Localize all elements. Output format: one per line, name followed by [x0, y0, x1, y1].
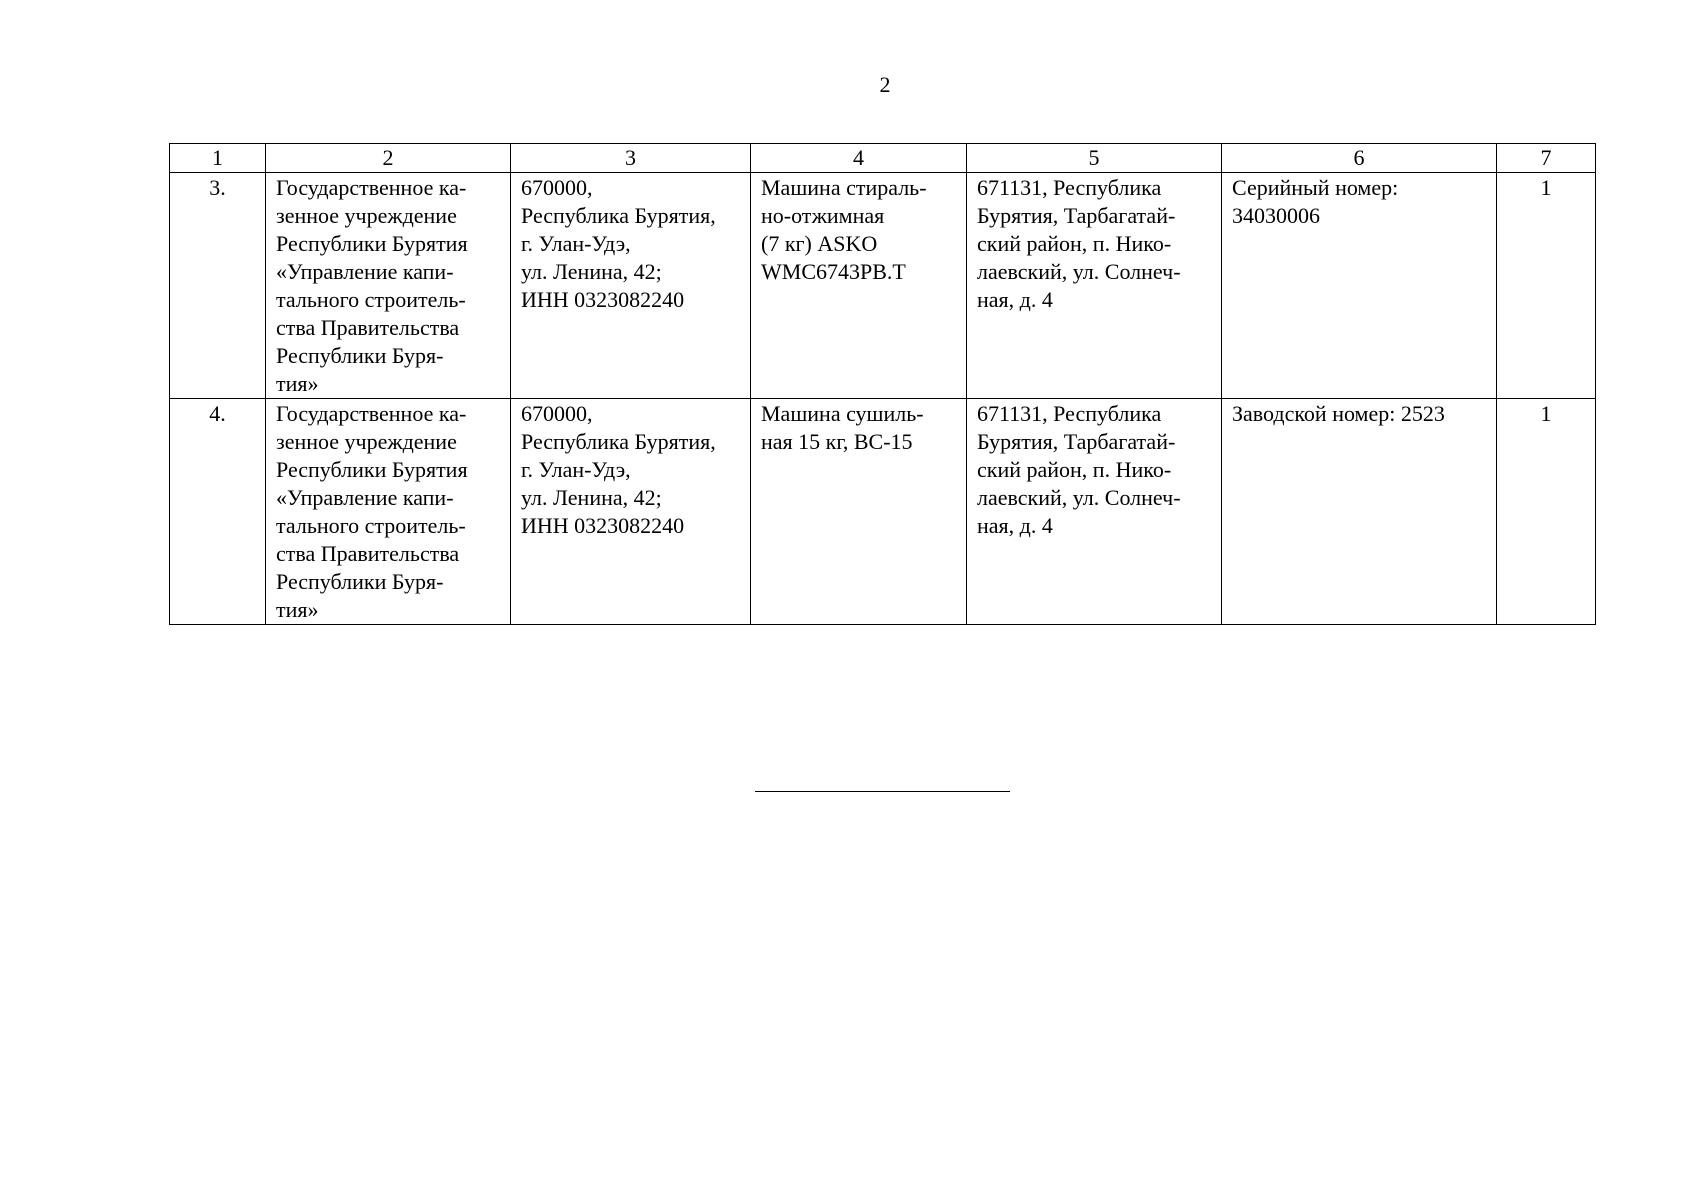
organization-line: тия» — [276, 597, 319, 622]
address-cell — [511, 399, 751, 625]
quantity-cell: 1 — [1497, 173, 1596, 399]
column-header: 5 — [967, 144, 1222, 173]
organization-line: ства Правительства — [276, 541, 460, 566]
row-number: 3. — [170, 173, 266, 399]
serial-cell — [1222, 399, 1497, 625]
address-line: Республика Бурятия, — [521, 429, 716, 454]
address-line: ул. Ленина, 42; — [521, 259, 662, 284]
address-line: ИНН 0323082240 — [521, 513, 685, 538]
item-line: (7 кг) ASKO — [761, 231, 878, 256]
end-rule — [755, 791, 1010, 792]
location-line: 671131, Республика — [977, 175, 1162, 200]
item-cell — [751, 173, 967, 399]
location-line: лаевский, ул. Солнеч- — [977, 485, 1181, 510]
column-header: 2 — [266, 144, 511, 173]
column-header: 7 — [1497, 144, 1596, 173]
header-row — [170, 144, 1596, 173]
item-line: Машина сушиль- — [761, 401, 924, 426]
item-line: но-отжимная — [761, 203, 885, 228]
page-number: 2 — [879, 72, 891, 97]
serial-line: 34030006 — [1232, 203, 1320, 228]
organization-line: тального строитель- — [276, 287, 466, 312]
location-cell — [967, 173, 1222, 399]
row-number: 4. — [170, 399, 266, 625]
organization-line: Республики Буря- — [276, 569, 444, 594]
address-line: ул. Ленина, 42; — [521, 485, 662, 510]
organization-cell — [266, 399, 511, 625]
item-cell — [751, 399, 967, 625]
organization-line: зенное учреждение — [276, 203, 457, 228]
address-line: 670000, — [521, 175, 593, 200]
item-line: ная 15 кг, ВС-15 — [761, 429, 913, 454]
organization-line: ства Правительства — [276, 315, 460, 340]
serial-line: Серийный номер: — [1232, 175, 1399, 200]
column-header: 1 — [170, 144, 266, 173]
location-line: 671131, Республика — [977, 401, 1162, 426]
column-header: 6 — [1222, 144, 1497, 173]
location-line: Бурятия, Тарбагатай- — [977, 203, 1176, 228]
column-header: 4 — [751, 144, 967, 173]
address-line: г. Улан-Удэ, — [521, 231, 631, 256]
column-header: 3 — [511, 144, 751, 173]
organization-line: «Управление капи- — [276, 485, 454, 510]
organization-line: Республики Бурятия — [276, 231, 468, 256]
item-line: Машина стираль- — [761, 175, 927, 200]
registry-table — [169, 143, 1596, 625]
address-cell — [511, 173, 751, 399]
location-line: ский район, п. Нико- — [977, 457, 1172, 482]
address-line: ИНН 0323082240 — [521, 287, 685, 312]
serial-cell — [1222, 173, 1497, 399]
quantity-cell: 1 — [1497, 399, 1596, 625]
table-row — [170, 173, 1596, 399]
serial-line: Заводской номер: 2523 — [1232, 401, 1445, 426]
organization-line: «Управление капи- — [276, 259, 454, 284]
address-line: 670000, — [521, 401, 593, 426]
location-cell — [967, 399, 1222, 625]
organization-line: Государственное ка- — [276, 401, 467, 426]
address-line: Республика Бурятия, — [521, 203, 716, 228]
organization-line: Государственное ка- — [276, 175, 467, 200]
organization-line: Республики Буря- — [276, 343, 444, 368]
location-line: Бурятия, Тарбагатай- — [977, 429, 1176, 454]
location-line: ский район, п. Нико- — [977, 231, 1172, 256]
organization-line: тального строитель- — [276, 513, 466, 538]
address-line: г. Улан-Удэ, — [521, 457, 631, 482]
organization-line: Республики Бурятия — [276, 457, 468, 482]
organization-line: тия» — [276, 371, 319, 396]
organization-cell — [266, 173, 511, 399]
location-line: ная, д. 4 — [977, 513, 1053, 538]
table-row — [170, 399, 1596, 625]
item-line: WMC6743PB.T — [761, 259, 906, 284]
location-line: лаевский, ул. Солнеч- — [977, 259, 1181, 284]
organization-line: зенное учреждение — [276, 429, 457, 454]
location-line: ная, д. 4 — [977, 287, 1053, 312]
